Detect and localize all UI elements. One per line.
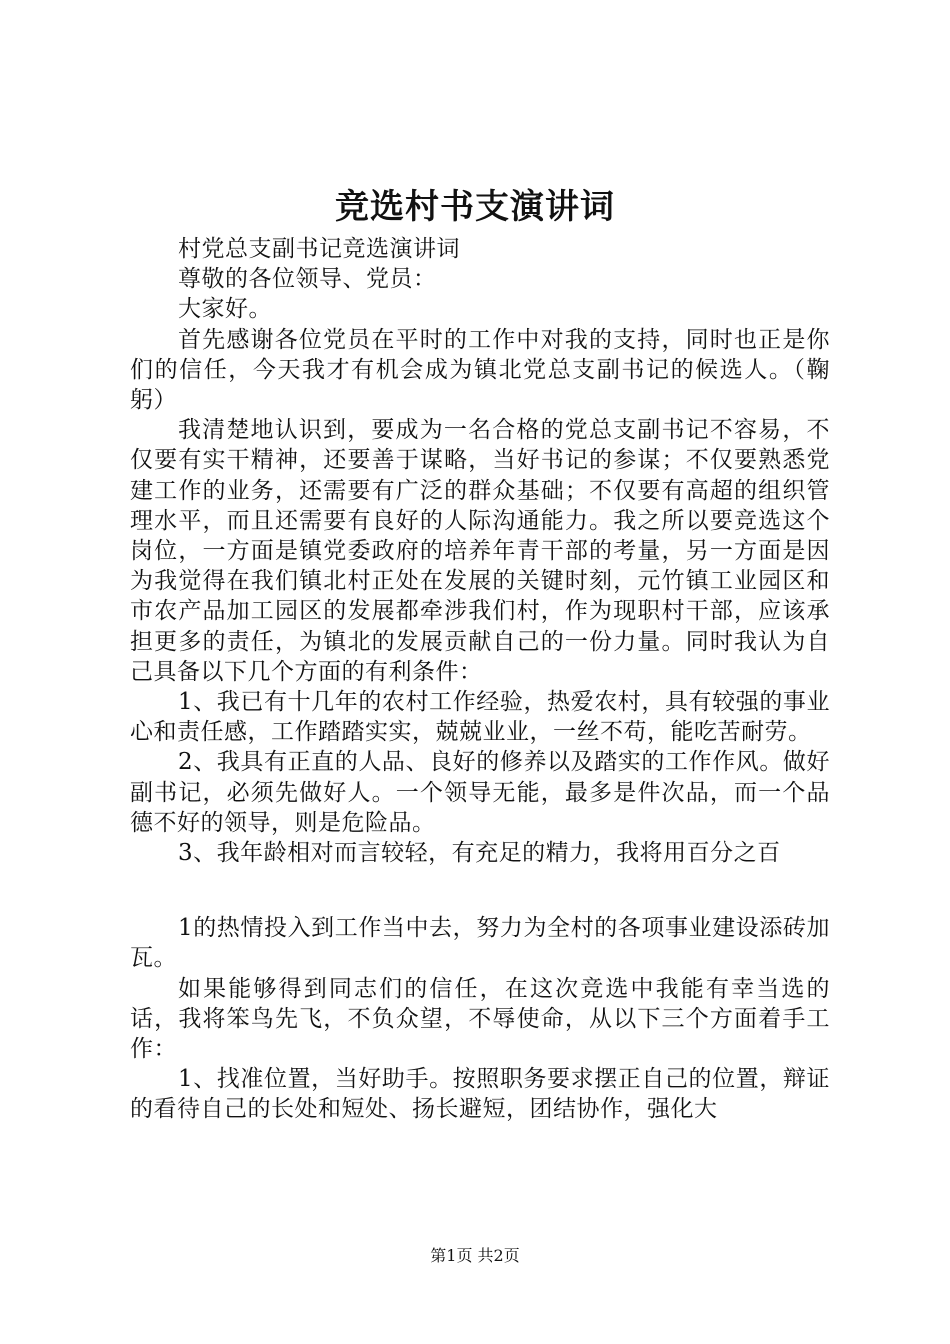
list-item: 3、我年龄相对而言较轻，有充足的精力，我将用百分之百 [178,840,781,867]
page-gap [130,868,830,913]
list-item: 2、我具有正直的人品、良好的修养以及踏实的工作作风。做好副书记，必须先做好人。一个领导无能，最多是件次品，而一个品德不好的领导，则是危险品。 [130,749,830,836]
page-footer: 第1页 共2页 [430,1246,520,1265]
paragraph-heading: 村党总支副书记竞选演讲词 [178,236,460,262]
document-title: 竞选村书支演讲词 [335,187,615,227]
paragraph: 如果能够得到同志们的信任，在这次竞选中我能有幸当选的话，我将笨鸟先飞，不负众望，不辱使命，从以下三个方面着手工作： [130,975,830,1063]
paragraph: 首先感谢各位党员在平时的工作中对我的支持，同时也正是你们的信任，今天我才有机会成为镇北党总支副书记的候选人。（鞠躬） [130,326,830,414]
paragraph-salutation: 尊敬的各位领导、党员： [178,266,437,293]
paragraph: 1的热情投入到工作当中去，努力为全村的各项事业建设添砖加瓦。 [130,915,830,972]
list-item: 1、我已有十几年的农村工作经验，热爱农村，具有较强的事业心和责任感，工作踏踏实实，兢兢业业，一丝不苟，能吃苦耐劳。 [130,689,830,746]
paragraph: 我清楚地认识到，要成为一名合格的党总支副书记不容易，不仅要有实干精神，还要善于谋略，当好书记的参谋；不仅要熟悉党建工作的业务，还需要有广泛的群众基础；不仅要有高超的组织管理水平，而且还需要有良好的人际沟通能力。我之所以要竞选这个岗位，一方面是镇党委政府的培养年青干部的考量，另一方面是因为我觉得在我们镇北村正处在发展的关键时刻，元竹镇工业园区和市农产品加工园区的发展都牵涉我们村，作为现职村干部，应该承担更多的责任，为镇北的发展贡献自己的一份力量。同时我认为自己具备以下几个方面的有利条件： [130,417,830,685]
list-item: 1、找准位置，当好助手。按照职务要求摆正自己的位置，辩证的看待自己的长处和短处、扬长避短，团结协作，强化大 [130,1066,830,1123]
paragraph-greeting: 大家好。 [178,296,272,323]
document-body [130,234,830,1125]
